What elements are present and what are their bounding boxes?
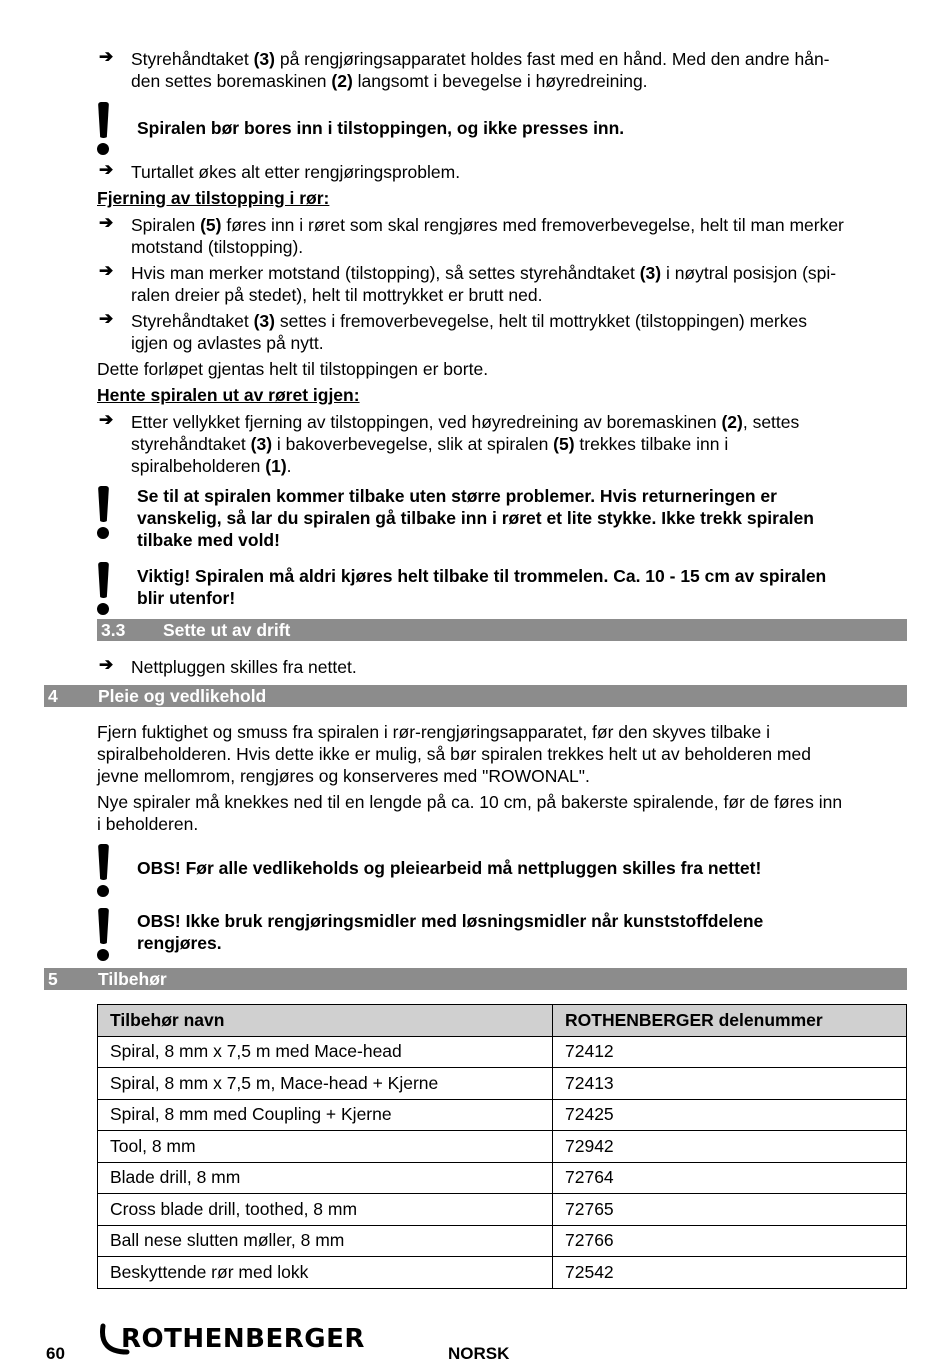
bullet-text: Turtallet økes alt etter rengjøringsproblem. — [131, 162, 461, 182]
paragraph: Fjern fuktighet og smuss fra spiralen i rør-rengjøringsapparatet, før den skyves tilbake i spiralbeholderen. Hvis dette ikke er mulig, så bør spiralen trekkes helt ut av beholderen med jevne mellomrom, rengjøres og konserveres med "ROWONAL". — [97, 722, 811, 786]
accessory-name: Spiral, 8 mm x 7,5 m, Mace-head + Kjerne — [98, 1068, 553, 1100]
column-header: ROTHENBERGER delenummer — [553, 1005, 907, 1037]
table-row — [98, 1225, 907, 1257]
table-header-row — [98, 1005, 907, 1037]
section-header — [44, 968, 907, 990]
section-header — [44, 685, 907, 707]
accessory-name: Spiral, 8 mm med Coupling + Kjerne — [98, 1099, 553, 1131]
exclamation-icon — [97, 562, 111, 615]
part-number: 72764 — [553, 1162, 907, 1194]
warning-text: Se til at spiralen kommer tilbake uten større problemer. Hvis returneringen er vanskelig, så lar du spiralen gå tilbake inn i røret et lite stykke. Ikke trekk spiralen tilbake med vold! — [137, 486, 814, 550]
warning-text: OBS! Før alle vedlikeholds og pleiearbeid må nettpluggen skilles fra nettet! — [137, 858, 762, 878]
brand-logo — [97, 1322, 365, 1358]
page-number: 60 — [46, 1344, 65, 1363]
table-row — [98, 1131, 907, 1163]
part-number: 72766 — [553, 1225, 907, 1257]
bullet-text: Styrehåndtaket (3) settes i fremoverbevegelse, helt til mottrykket (tilstoppingen) merkes igjen og avlastes på nytt. — [131, 311, 807, 353]
part-number: 72412 — [553, 1036, 907, 1068]
bullet-text: Hvis man merker motstand (tilstopping), så settes styrehåndtaket (3) i nøytral posisjon (spi- ralen dreier på stedet), helt til mottrykket er brutt ned. — [131, 263, 837, 305]
part-number: 72765 — [553, 1194, 907, 1226]
part-number: 72942 — [553, 1131, 907, 1163]
accessory-name: Cross blade drill, toothed, 8 mm — [98, 1194, 553, 1226]
bullet-text: Nettpluggen skilles fra nettet. — [131, 657, 357, 677]
accessory-name: Ball nese slutten møller, 8 mm — [98, 1225, 553, 1257]
part-number: 72542 — [553, 1257, 907, 1289]
section-title: Pleie og vedlikehold — [98, 686, 267, 706]
exclamation-icon — [97, 102, 111, 155]
table-row — [98, 1162, 907, 1194]
arrow-right-icon: ➔ — [99, 309, 114, 328]
paragraph: Nye spiraler må knekkes ned til en lengde på ca. 10 cm, på bakerste spiralende, før de føres inn i beholderen. — [97, 792, 843, 834]
warning-text: Spiralen bør bores inn i tilstoppingen, og ikke presses inn. — [137, 118, 625, 138]
arrow-right-icon: ➔ — [99, 213, 114, 232]
language-label: NORSK — [448, 1344, 510, 1363]
accessory-name: Blade drill, 8 mm — [98, 1162, 553, 1194]
warning-text: Viktig! Spiralen må aldri kjøres helt tilbake til trommelen. Ca. 10 - 15 cm av spiralen blir utenfor! — [137, 566, 827, 608]
accessory-name: Spiral, 8 mm x 7,5 m med Mace-head — [98, 1036, 553, 1068]
subheading: Hente spiralen ut av røret igjen: — [97, 385, 360, 405]
bullet-text: Spiralen (5) føres inn i røret som skal rengjøres med fremoverbevegelse, helt til man merker motstand (tilstopping). — [131, 215, 844, 257]
section-number: 5 — [48, 969, 58, 989]
exclamation-icon — [97, 908, 111, 961]
table-row — [98, 1194, 907, 1226]
bullet-text: Styrehåndtaket (3) på rengjøringsapparatet holdes fast med en hånd. Med den andre hån- den settes boremaskinen (2) langsomt i bevegelse i høyredreining. — [131, 49, 830, 91]
arrow-right-icon: ➔ — [99, 160, 114, 179]
bullet-text: Etter vellykket fjerning av tilstoppingen, ved høyredreining av boremaskinen (2), settes styrehåndtaket (3) i bakoverbevegelse, slik at spiralen (5) trekkes tilbake inn i spiralbeholderen (1). — [131, 412, 800, 476]
section-header — [97, 619, 907, 641]
brand-name: ROTHENBERGER — [121, 1324, 365, 1354]
column-header: Tilbehør navn — [98, 1005, 553, 1037]
table-row — [98, 1099, 907, 1131]
subheading: Fjerning av tilstopping i rør: — [97, 188, 330, 208]
section-number: 4 — [48, 686, 58, 706]
arrow-right-icon: ➔ — [99, 655, 114, 674]
exclamation-icon — [97, 844, 111, 897]
section-number: 3.3 — [101, 620, 126, 640]
accessory-name: Beskyttende rør med lokk — [98, 1257, 553, 1289]
arrow-right-icon: ➔ — [99, 261, 114, 280]
warning-text: OBS! Ikke bruk rengjøringsmidler med løsningsmidler når kunststoffdelene rengjøres. — [137, 911, 764, 953]
accessories-table — [97, 1004, 907, 1289]
arrow-right-icon: ➔ — [99, 410, 114, 429]
arrow-right-icon: ➔ — [99, 47, 114, 66]
table-row — [98, 1068, 907, 1100]
part-number: 72425 — [553, 1099, 907, 1131]
exclamation-icon — [97, 486, 111, 539]
paragraph: Dette forløpet gjentas helt til tilstoppingen er borte. — [97, 359, 489, 379]
table-row — [98, 1036, 907, 1068]
table-row — [98, 1257, 907, 1289]
section-title: Sette ut av drift — [163, 620, 291, 640]
section-title: Tilbehør — [98, 969, 167, 989]
part-number: 72413 — [553, 1068, 907, 1100]
accessory-name: Tool, 8 mm — [98, 1131, 553, 1163]
